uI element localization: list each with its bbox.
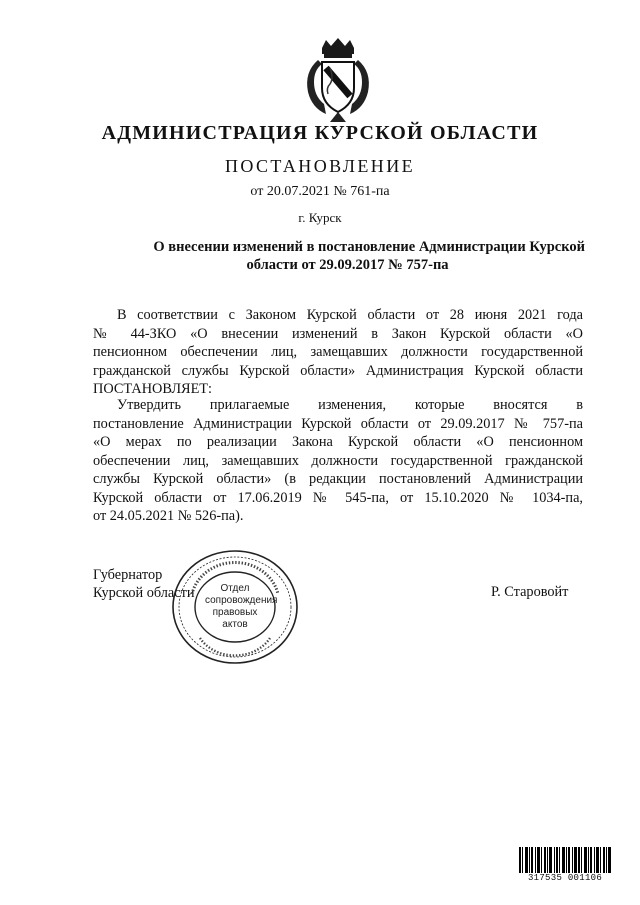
text-line: ПОСТАНОВЛЯЕТ: <box>93 381 213 397</box>
text-line: обеспечении лиц, замещавших должности государственной гражданской <box>93 452 583 469</box>
coat-of-arms-icon <box>300 38 376 124</box>
stamp-text <box>205 583 278 631</box>
document-type: ПОСТАНОВЛЕНИЕ <box>224 156 416 176</box>
text-line: от 24.05.2021 № 526-па). <box>93 508 244 524</box>
document-date-number: от 20.07.2021 № 761-па <box>250 184 390 199</box>
paragraph-resolution <box>93 396 583 526</box>
signatory-name: Р. Старовойт <box>491 584 569 600</box>
signatory-title-line: Губернатор <box>93 567 163 583</box>
stamp-line: актов <box>222 619 248 630</box>
authority-title: АДМИНИСТРАЦИЯ КУРСКОЙ ОБЛАСТИ <box>101 122 539 144</box>
text-line: службы Курской области» (в редакции постановлений Администрации <box>93 471 583 487</box>
text-line: Курской области от 17.06.2019 № 545-па, от 15.10.2020 № 1034-па, <box>93 489 583 506</box>
text-line: Утвердить прилагаемые изменения, которые вносятся в <box>117 397 583 413</box>
barcode-icon <box>519 847 611 873</box>
barcode-number: 317535 001106 <box>527 873 603 883</box>
subject-line: О внесении изменений в постановление Администрации Курской <box>153 239 585 255</box>
text-line: В соответствии с Законом Курской области от 28 июня 2021 года <box>117 307 583 323</box>
document-subject <box>110 238 585 274</box>
text-line: пенсионном обеспечении лиц, замещавших должности государственной <box>93 344 583 360</box>
text-line: постановление Администрации Курской области от 29.09.2017 № 757-па <box>93 415 583 432</box>
stamp-line: правовых <box>212 607 258 618</box>
text-line: гражданской службы Курской области» Администрация Курской области <box>93 362 583 379</box>
stamp-line: Отдел <box>220 583 250 594</box>
document-city: г. Курск <box>298 210 342 225</box>
stamp-line: сопровождения <box>205 595 278 606</box>
subject-line: области от 29.09.2017 № 757-па <box>246 257 449 273</box>
signatory-title-line: Курской области <box>93 585 195 601</box>
paragraph-preamble <box>93 306 583 399</box>
text-line: № 44-ЗКО «О внесении изменений в Закон Курской области «О <box>93 325 583 342</box>
text-line: «О мерах по реализации Закона Курской области «О пенсионном <box>93 434 583 450</box>
